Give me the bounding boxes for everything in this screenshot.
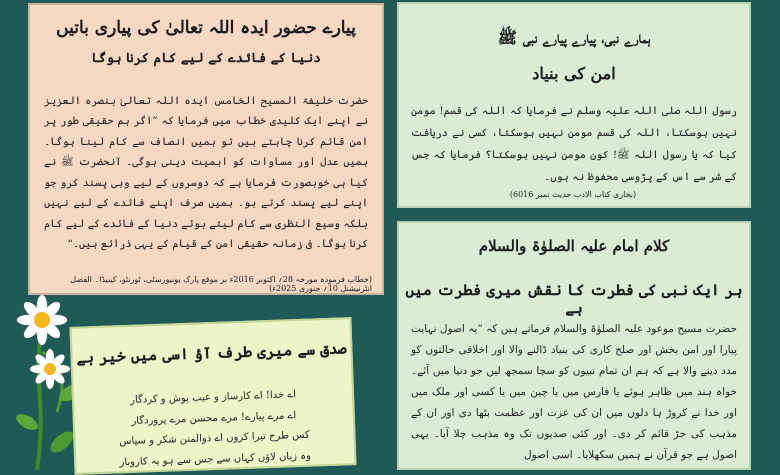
kalam-panel-body: حضرت مسیح موعود علیہ الصلوٰۃ والسلام فرماتے ہیں کہ ”یہ اصول نہایت پیارا اور امن بخش اور صلح کاری کی بنیاد ڈالنے والا اور اخلاقی حالتوں کو مدد دینے والا ہے کہ ہم ان تمام نبیوں کو سچا سمجھ لیں جو دنیا میں آئے۔ خواہ ہند میں ظاہر ہوئے یا فارس میں یا چین میں یا کسی اور ملک میں اور خدا نے کروڑ ہا دلوں میں ان کی عزت اور عظمت بٹھا دی اور ان کے مذہب کی جڑ قائم کر دی۔ اور کئی صدیوں تک وہ مذہب چلا آیا۔ یہی اصول ہے جو قرآن نے ہمیں سکھلایا۔ اسی اصول <box>411 323 737 461</box>
hadith-panel-title: ہمارے نبی، پیارے پیارے نبی ﷺ <box>497 28 651 47</box>
left-panel-subtitle: دنیا کے فائدے کے لیے کام کرنا ہوگا <box>91 51 321 66</box>
poem-line: اے خدا! اے کارساز و عیب پوش و کردگار <box>130 389 297 406</box>
poem-line: وہ زباں لاؤں کہاں سے جس سے ہو یہ کاروبار <box>119 450 312 468</box>
left-panel-body: حضرت خلیفۃ المسیح الخامس ایدہ اللہ تعالیٰ بنصرہ العزیز نے اپنے ایک کلیدی خطاب میں فرمایا کہ ”اگر ہم حقیقی طور پر امن قائم کرنا چاہتے ہیں تو ہمیں انصاف سے کام لینا ہوگا۔ ہمیں عدل اور مساوات کو اہمیت دینی ہوگی۔ آنحضرت ﷺ نے کیا ہی خوبصورت فرمایا ہے کہ دوسروں کے لیے وہی پسند کرو جو اپنے لیے پسند کرتے ہو۔ ہمیں صرف اپنے فائدے کے لیے نہیں بلکہ وسیع النظری سے کام لیتے ہوئے دنیا کے فائدے کے لیے کام کرنا ہوگا۔ فی زمانہ حقیقی امن کے قیام کے یہی ذرائع ہیں۔“ <box>44 95 368 251</box>
poem-title: صدق سے میری طرف آؤ اسی میں خیر ہے <box>76 339 347 367</box>
hadith-panel-subtitle: امن کی بنیاد <box>532 64 616 83</box>
kalam-panel-subtitle: ہر ایک نبی کی فطرت کا نقش میری فطرت میں ہے <box>405 281 743 317</box>
left-article-panel <box>28 3 384 295</box>
left-panel-citation: (خطاب فرمودہ مورخہ 28؍ اکتوبر 2016ء بر موقع پارک یونیورسٹی، ٹورنٹو، کینیڈا۔ الفضل انٹرنیشنل 10؍ جنوری 2025ء) <box>70 275 372 293</box>
left-panel-title: پیارے حضور ایدہ اللہ تعالیٰ کی پیاری باتیں <box>56 18 356 38</box>
poem-note-panel <box>70 317 357 475</box>
poem-line: کس طرح تیرا کروں اے ذوالمنن شکر و سپاس <box>119 429 310 448</box>
kalam-panel-title: کلام امام علیہ الصلوٰۃ والسلام <box>478 237 670 255</box>
hadith-panel <box>397 2 751 208</box>
hadith-panel-body: رسول اللہ صلی اللہ علیہ وسلم نے فرمایا کہ اللہ کی قسم! مومن نہیں ہوسکتا، اللہ کی قسم مومن نہیں ہوسکتا، کسی نے دریافت کیا کہ یا رسول اللہ ﷺ! کون مومن نہیں ہوسکتا؟ فرمایا کہ جس کے شر سے اس کے پڑوسی محفوظ نہ ہوں۔ <box>411 105 737 184</box>
kalam-panel <box>397 221 751 470</box>
hadith-panel-citation: (بخاری کتاب الادب حدیث نمبر 6016) <box>509 190 637 199</box>
poem-line: اے مرے پیارے! مرے محسن مرے پروردگار <box>131 409 297 427</box>
